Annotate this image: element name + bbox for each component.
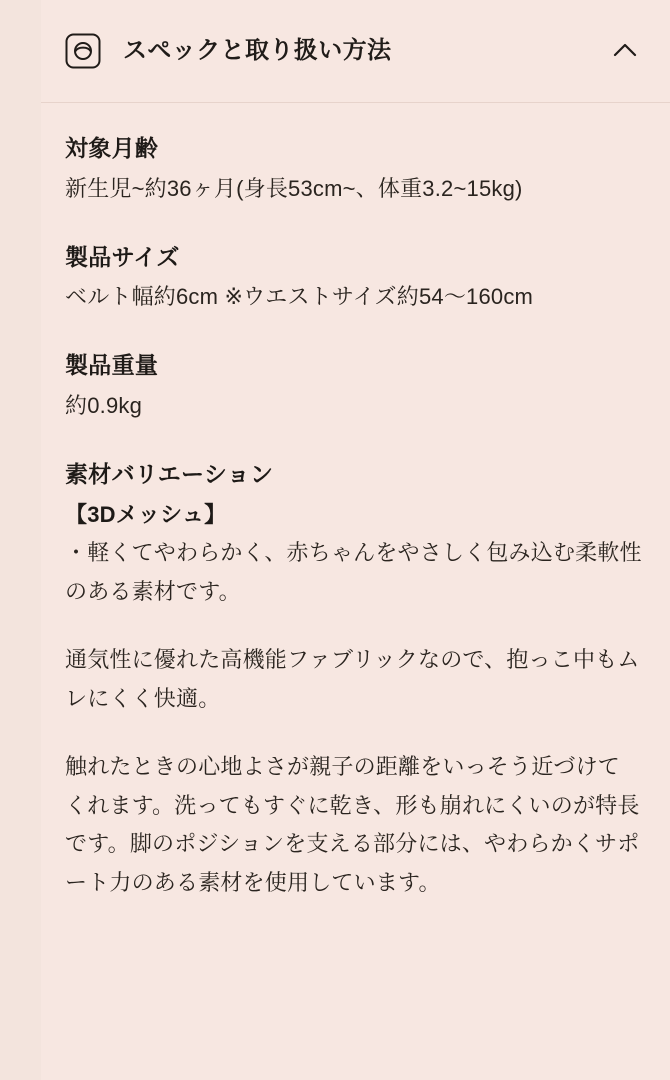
- accordion-content: [41, 103, 670, 912]
- chevron-up-icon[interactable]: [610, 36, 640, 66]
- spec-item-size: [65, 240, 642, 315]
- spec-panel: [41, 0, 670, 1080]
- material-paragraph: 通気性に優れた高機能ファブリックなので、抱っこ中もムレにくく快適。: [65, 647, 640, 711]
- spec-label: 製品重量: [65, 352, 159, 379]
- spec-label: 素材バリエーション: [65, 460, 274, 487]
- material-paragraph: 触れたときの心地よさが親子の距離をいっそう近づけてくれます。洗ってもすぐに乾き、形も崩れにくいのが特長です。脚のポジションを支える部分には、やわらかくサポート力のある素材を使用しています。: [65, 754, 640, 895]
- spec-circle-icon: [65, 33, 101, 69]
- material-subtitle: 【3Dメッシュ】: [65, 502, 227, 528]
- spec-value: 約0.9kg: [65, 392, 143, 418]
- spec-label: 対象月齢: [65, 135, 159, 161]
- spec-item-material: [65, 457, 642, 903]
- accordion-title: スペックと取り扱い方法: [123, 36, 392, 64]
- spec-value: ベルト幅約6cm ※ウエストサイズ約54〜160cm: [65, 284, 534, 310]
- material-paragraph: ・軽くてやわらかく、赤ちゃんをやさしく包み込む柔軟性のある素材です。: [65, 540, 642, 604]
- spec-item-age: [65, 131, 642, 206]
- spec-item-weight: [65, 348, 642, 423]
- spec-value: 新生児~約36ヶ月(身長53cm~、体重3.2~15kg): [65, 175, 523, 201]
- spec-label: 製品サイズ: [65, 243, 180, 270]
- accordion-header-spec[interactable]: [41, 0, 670, 103]
